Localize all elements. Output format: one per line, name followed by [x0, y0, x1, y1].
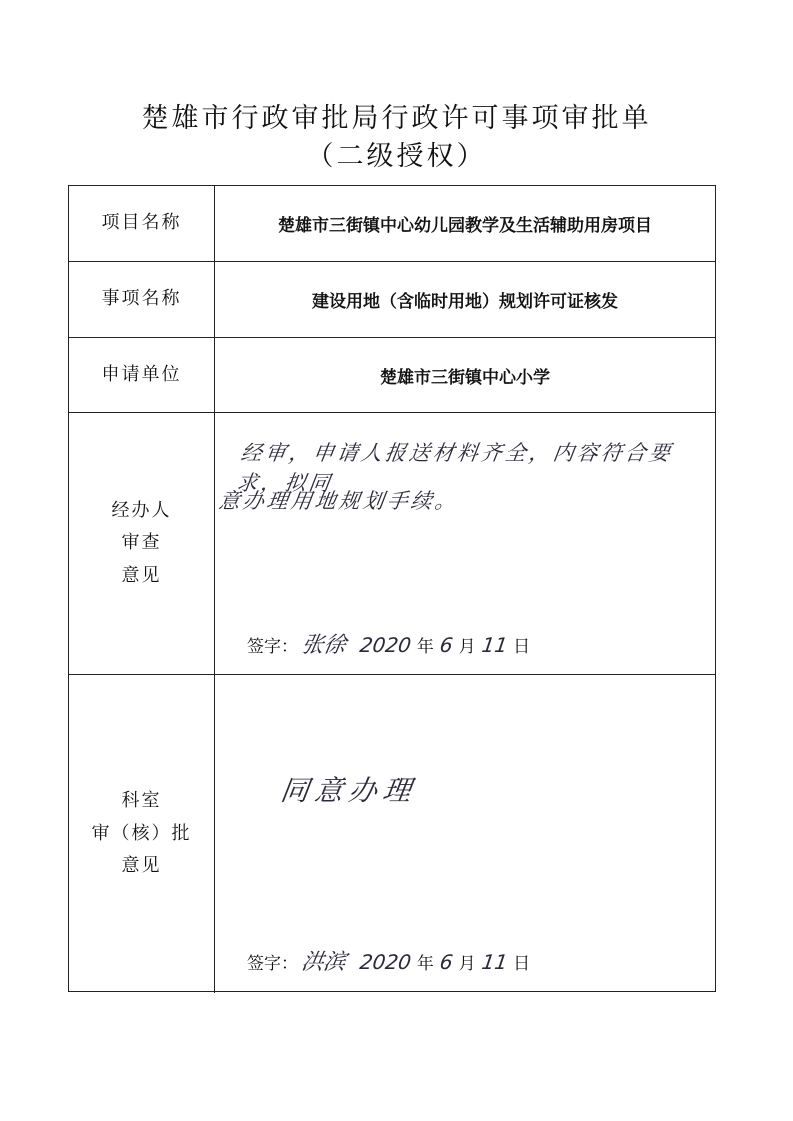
- applicant-label: 申请单位: [69, 338, 215, 412]
- dept-signature: 洪滨: [299, 950, 348, 975]
- handler-label-line-1: 经办人: [111, 499, 172, 521]
- row-project-name: [69, 186, 715, 262]
- handler-date-month: 6: [438, 633, 455, 657]
- form-title: 楚雄市行政审批局行政许可事项审批单: [141, 103, 652, 134]
- approval-form-table: [68, 185, 716, 992]
- dept-date-day-unit: 日: [513, 954, 531, 974]
- dept-date-day: 11: [479, 950, 509, 974]
- dept-sign-line: [247, 945, 536, 976]
- dept-opinion: 同意办理: [278, 774, 420, 807]
- dept-date-month-unit: 月: [458, 954, 476, 974]
- handler-opinion-line-1: 经审，申请人报送材料齐全，内容符合要求，拟同: [235, 441, 675, 495]
- handler-date-year-unit: 年: [416, 637, 434, 657]
- handler-opinion-line-2: 意办理用地规划手续。: [217, 489, 461, 513]
- handler-sign-line: [247, 628, 536, 659]
- handler-date-year: 2020: [358, 633, 413, 657]
- form-subtitle: （二级授权）: [306, 141, 487, 172]
- handler-label-line-3: 意见: [121, 564, 162, 586]
- handler-review-label: [69, 413, 215, 674]
- applicant-value: 楚雄市三街镇中心小学: [380, 367, 550, 388]
- dept-label-line-2: 审（核）批: [91, 822, 192, 844]
- row-applicant: [69, 338, 715, 413]
- row-item-name: [69, 262, 715, 338]
- handler-date-month-unit: 月: [458, 637, 476, 657]
- dept-sign-label: 签字：: [247, 954, 298, 974]
- project-name-value: 楚雄市三街镇中心幼儿园教学及生活辅助用房项目: [278, 216, 652, 236]
- handler-date-day-unit: 日: [513, 637, 531, 657]
- item-name-value: 建设用地（含临时用地）规划许可证核发: [312, 292, 618, 312]
- handler-date-day: 11: [479, 633, 509, 657]
- dept-label-line-3: 意见: [121, 855, 162, 877]
- row-handler-review: [69, 413, 715, 675]
- dept-date-year-unit: 年: [416, 954, 434, 974]
- row-dept-review: [69, 675, 715, 993]
- handler-signature: 张徐: [299, 633, 348, 658]
- item-name-label: 事项名称: [69, 262, 215, 337]
- handler-label-line-2: 审查: [121, 532, 162, 554]
- dept-date-month: 6: [438, 950, 455, 974]
- dept-date-year: 2020: [358, 950, 413, 974]
- project-name-label: 项目名称: [69, 186, 215, 261]
- dept-review-label: [69, 675, 215, 993]
- dept-label-line-1: 科室: [121, 790, 162, 812]
- handler-sign-label: 签字：: [247, 637, 298, 657]
